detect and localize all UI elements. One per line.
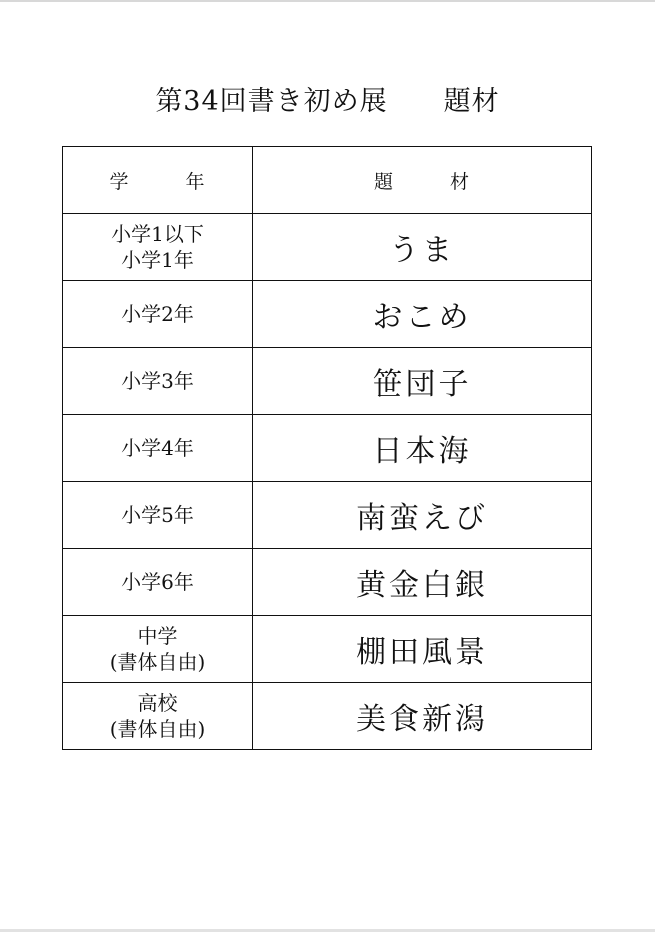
subject-label: 笹団子 xyxy=(372,367,472,402)
table-row xyxy=(63,549,592,616)
page-top-edge xyxy=(0,0,655,2)
subject-label: おこめ xyxy=(372,300,472,335)
subject-label: 黄金白銀 xyxy=(356,568,488,603)
table-row xyxy=(63,281,592,348)
grade-label: 小学2年 xyxy=(121,302,194,326)
table-row xyxy=(63,616,592,683)
subject-label: 日本海 xyxy=(372,434,472,469)
subject-cell xyxy=(253,348,592,415)
subject-label: 棚田風景 xyxy=(356,635,488,670)
grade-cell xyxy=(63,482,253,549)
table-row xyxy=(63,683,592,750)
subject-cell xyxy=(253,616,592,683)
grade-cell xyxy=(63,616,253,683)
table-row xyxy=(63,348,592,415)
grade-cell xyxy=(63,214,253,281)
grade-cell xyxy=(63,281,253,348)
grade-cell xyxy=(63,415,253,482)
table-row xyxy=(63,482,592,549)
grade-cell xyxy=(63,348,253,415)
subject-table xyxy=(62,146,592,750)
grade-label: 小学5年 xyxy=(121,503,194,527)
grade-header-char-2: 年 xyxy=(185,170,206,193)
subject-cell xyxy=(253,683,592,750)
grade-cell xyxy=(63,683,253,750)
subject-cell xyxy=(253,482,592,549)
grade-cell xyxy=(63,549,253,616)
subject-header-char-2: 材 xyxy=(450,170,471,193)
subject-label: うま xyxy=(389,233,455,268)
subject-column-header xyxy=(253,147,592,214)
subject-cell xyxy=(253,415,592,482)
subject-cell xyxy=(253,281,592,348)
table-header-row xyxy=(63,147,592,214)
subject-cell xyxy=(253,214,592,281)
grade-label: 小学6年 xyxy=(121,570,194,594)
grade-column-header xyxy=(63,147,253,214)
table-row xyxy=(63,214,592,281)
subject-label: 美食新潟 xyxy=(356,702,488,737)
subject-header-char-1: 題 xyxy=(373,170,394,193)
subject-label: 南蛮えび xyxy=(356,501,488,536)
grade-label: 小学4年 xyxy=(121,436,194,460)
grade-label: 小学3年 xyxy=(121,369,194,393)
subject-cell xyxy=(253,549,592,616)
grade-header-char-1: 学 xyxy=(109,170,130,193)
table-row xyxy=(63,415,592,482)
grade-label: 高校 (書体自由) xyxy=(109,691,206,741)
grade-label: 中学 (書体自由) xyxy=(109,624,206,674)
grade-label: 小学1以下 小学1年 xyxy=(111,222,204,272)
document-title: 第34回書き初め展 題材 xyxy=(155,86,500,117)
